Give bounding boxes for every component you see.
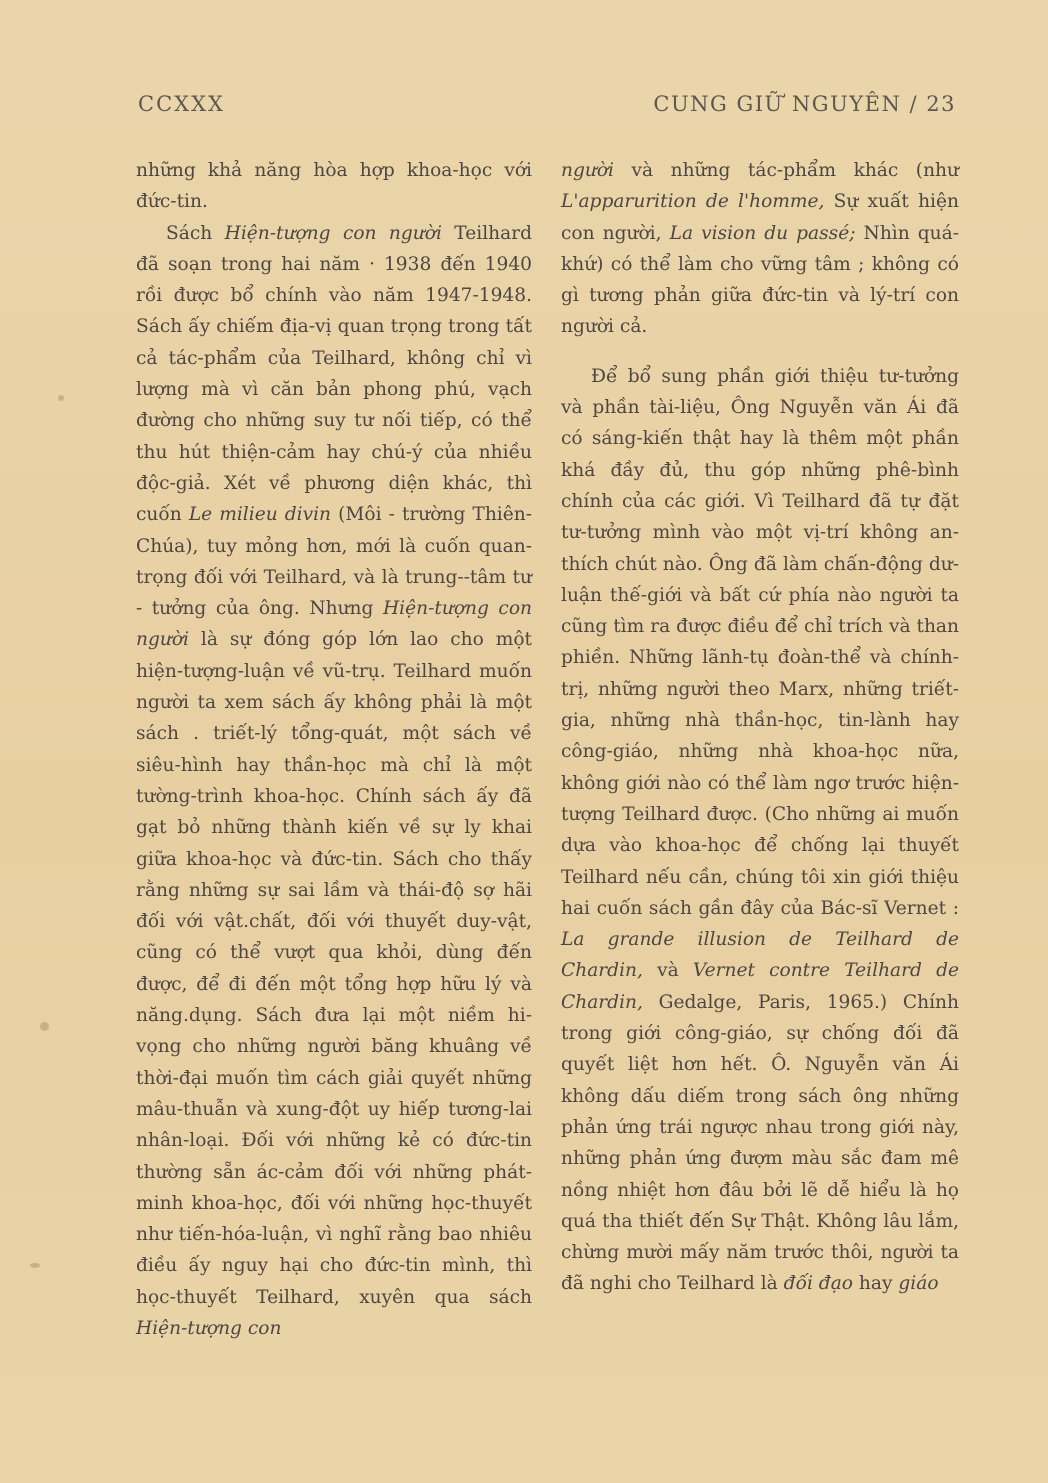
book-title: người	[561, 160, 614, 181]
text-run: hay	[853, 1273, 899, 1295]
text-run: Sách	[166, 222, 225, 244]
paragraph	[561, 155, 959, 343]
text-run: là sự đóng góp lớn lao cho một hiện-tượng-luận về vũ-trụ. Teilhard muốn người ta xem sách ấy không phải là một sách . triết-lý tổng-quát, một sách về siêu-hình hay thần-học mà chỉ là một tường-trình khoa-học. Chính sách ấy đã gạt bỏ những thành kiến về sự ly khai giữa khoa-học và đức-tin. Sách cho thấy rằng những sự sai lầm và thái-độ sợ hãi đối với vật.chất, đối với thuyết duy-vật, cũng có thể vượt qua khỏi, dùng đến được, để đi đến một tổng hợp hữu lý và năng.dụng. Sách đưa lại một niềm hi-vọng cho những người băng khuâng về thời-đại muốn tìm cách giải quyết những mâu-thuẫn và xung-đột uy hiếp tương-lai nhân-loại. Đối với những kẻ có đức-tin thường sẵn ác-cảm đối với những phát-minh khoa-học, đối với những học-thuyết như tiến-hóa-luận, vì nghĩ rằng bao nhiêu điều ấy nguy hại cho đức-tin mình, thì học-thuyết Teilhard, xuyên qua sách	[136, 629, 532, 1308]
book-title: L'apparurition de l'homme,	[561, 191, 825, 213]
text-run: (Môi - trường Thiên-Chúa), tuy mỏng hơn, mới là cuốn quan-trọng đối với Teilhard, và là trung--tâm tư - tưởng của ông. Nhưng	[136, 504, 532, 620]
right-column	[561, 155, 959, 1300]
book-title: Hiện-tượng con người	[224, 222, 442, 244]
book-title: Le milieu divin	[188, 504, 332, 526]
text-run: Teilhard đã soạn trong hai năm · 1938 đến 1940 rồi được bổ chính vào năm 1947-1948. Sách ấy chiếm địa-vị quan trọng trong tất cả tác-phẩm của Teilhard, không chỉ vì lượng mà vì căn bản phong phú, vạch đường cho những suy tư nối tiếp, có thể thu hút thiện-cảm hay chú-ý của nhiều độc-giả. Xét về phương diện khác, thì cuốn	[136, 222, 532, 526]
book-title: Hiện-tượng con	[136, 1317, 282, 1339]
book-title: Hiện-tượng con người	[136, 598, 532, 651]
text-run: Nhìn quá-khứ) có thể làm cho vững tâm ; không có gì tương phản giữa đức-tin và lý-trí con người cả.	[561, 222, 960, 338]
page-section-number: CCXXX	[138, 92, 225, 116]
book-title: giáo	[898, 1273, 939, 1295]
paragraph	[136, 218, 532, 1345]
text-run: Sự xuất hiện con người,	[561, 191, 959, 244]
paragraph: những khả năng hòa hợp khoa-học với đức-tin.	[136, 160, 532, 213]
text-run: và những tác-phẩm khác (như	[614, 160, 959, 181]
book-title: La grande illusion de Teilhard de Chardin,	[561, 929, 959, 982]
paper-speck	[58, 395, 64, 401]
book-title: La vision du passé;	[669, 222, 856, 244]
book-title: Vernet contre Teilhard de Chardin,	[561, 960, 959, 1013]
paper-speck	[30, 1263, 40, 1268]
paragraph	[561, 361, 959, 1300]
running-header	[0, 92, 1048, 122]
left-column	[136, 155, 532, 1344]
book-title: đối đạo	[783, 1273, 853, 1295]
text-run: Gedalge, Paris, 1965.) Chính trong giới công-giáo, sự chống đối đã quyết liệt hơn hết. Ô. Nguyễn văn Ái không dấu diếm trong sách ông những phản ứng trái ngược nhau trong giới này, những phản ứng đượm màu sắc đam mê nồng nhiệt hơn đâu bởi lẽ dễ hiểu là họ quá tha thiết đến Sự Thật. Không lâu lắm, chừng mười mấy năm trước thôi, người ta đã nghi cho Teilhard là	[561, 991, 959, 1295]
running-title-page-number: CUNG GIỮ NGUYÊN / 23	[653, 92, 956, 116]
paper-speck	[40, 1022, 49, 1031]
text-run: Để bổ sung phần giới thiệu tư-tưởng và phần tài-liệu, Ông Nguyễn văn Ái đã có sáng-kiến thật hay là thêm một phần khá đầy đủ, thu góp những phê-bình chính của các giới. Vì Teilhard đã tự đặt tư-tưởng mình vào một vị-trí không an-thích chút nào. Ông đã làm chấn-động dư-luận thế-giới và bất cứ phía nào người ta cũng tìm ra được điều để chỉ trích và than phiền. Những lãnh-tụ đoàn-thể và chính-trị, những người theo Marx, những triết-gia, những nhà thần-học, tin-lành hay công-giáo, những nhà khoa-học nữa, không giới nào có thể làm ngơ trước hiện-tượng Teilhard được. (Cho những ai muốn dựa vào khoa-học để chống lại thuyết Teilhard nếu cần, chúng tôi xin giới thiệu hai cuốn sách gần đây của Bác-sĩ Vernet :	[561, 365, 959, 919]
text-run: và	[642, 960, 693, 982]
